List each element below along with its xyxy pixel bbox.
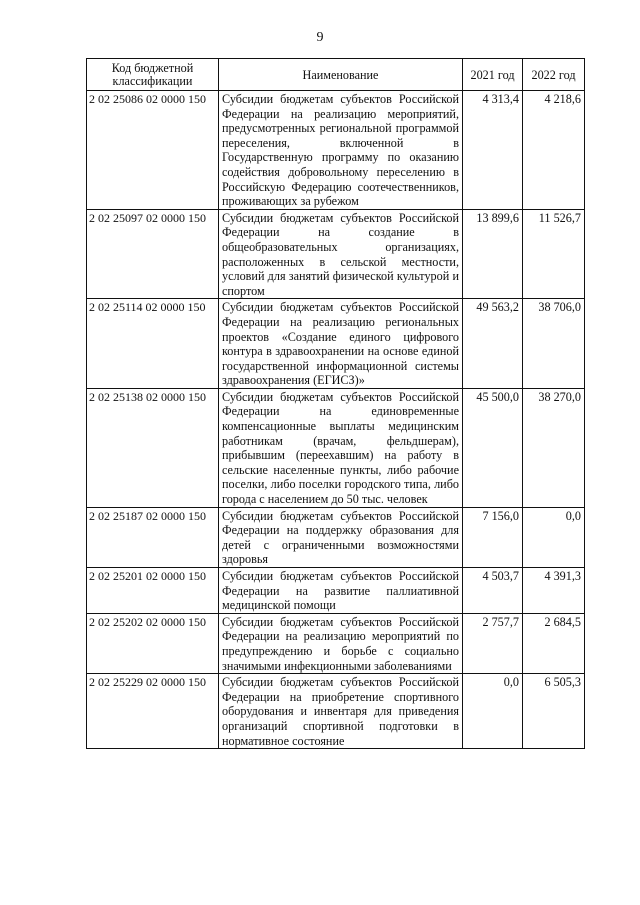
cell-name: Субсидии бюджетам субъектов Российской Федерации на развитие паллиативной медицинской помощи <box>219 568 463 614</box>
budget-table <box>86 58 585 749</box>
cell-2022: 38 270,0 <box>523 388 585 507</box>
table-row <box>87 674 585 749</box>
cell-code: 2 02 25229 02 0000 150 <box>87 674 219 749</box>
table-row <box>87 507 585 567</box>
cell-name: Субсидии бюджетам субъектов Российской Федерации на приобретение спортивного оборудования и инвентаря для приведения организаций спортивной подготовки в нормативное состояние <box>219 674 463 749</box>
cell-2021: 4 503,7 <box>463 568 523 614</box>
cell-2022: 2 684,5 <box>523 613 585 673</box>
header-code: Код бюджетной классификации <box>87 59 219 91</box>
page-number: 9 <box>316 30 324 45</box>
cell-code: 2 02 25138 02 0000 150 <box>87 388 219 507</box>
cell-2021: 49 563,2 <box>463 299 523 389</box>
header-name: Наименование <box>219 59 463 91</box>
table-row <box>87 299 585 389</box>
cell-2022: 0,0 <box>523 507 585 567</box>
cell-name: Субсидии бюджетам субъектов Российской Федерации на поддержку образования для детей с ограниченными возможностями здоровья <box>219 507 463 567</box>
cell-code: 2 02 25114 02 0000 150 <box>87 299 219 389</box>
table-row <box>87 568 585 614</box>
cell-2022: 4 218,6 <box>523 91 585 210</box>
table-row <box>87 388 585 507</box>
cell-2021: 0,0 <box>463 674 523 749</box>
cell-name: Субсидии бюджетам субъектов Российской Федерации на единовременные компенсационные выплаты медицинским работникам (врачам, фельдшерам), прибывшим (переехавшим) на работу в сельские населенные пункты, либо рабочие поселки, либо поселки городского типа, либо города с населением до 50 тыс. человек <box>219 388 463 507</box>
cell-2021: 2 757,7 <box>463 613 523 673</box>
cell-code: 2 02 25201 02 0000 150 <box>87 568 219 614</box>
cell-code: 2 02 25187 02 0000 150 <box>87 507 219 567</box>
cell-2022: 6 505,3 <box>523 674 585 749</box>
cell-name: Субсидии бюджетам субъектов Российской Федерации на реализацию региональных проектов «Создание единого цифрового контура в здравоохранении на основе единой государственной информационной системы здравоохранения (ЕГИСЗ)» <box>219 299 463 389</box>
cell-2022: 4 391,3 <box>523 568 585 614</box>
cell-name: Субсидии бюджетам субъектов Российской Федерации на реализацию мероприятий, предусмотренных региональной программой переселения, включенной в Государственную программу по оказанию содействия добровольному переселению в Российскую Федерацию соотечественников, проживающих за рубежом <box>219 91 463 210</box>
table-row <box>87 209 585 299</box>
cell-code: 2 02 25086 02 0000 150 <box>87 91 219 210</box>
cell-code: 2 02 25097 02 0000 150 <box>87 209 219 299</box>
header-2021: 2021 год <box>463 59 523 91</box>
cell-name: Субсидии бюджетам субъектов Российской Федерации на реализацию мероприятий по предупреждению и борьбе с социально значимыми инфекционными заболеваниями <box>219 613 463 673</box>
cell-code: 2 02 25202 02 0000 150 <box>87 613 219 673</box>
cell-name: Субсидии бюджетам субъектов Российской Федерации на создание в общеобразовательных организациях, расположенных в сельской местности, условий для занятий физической культурой и спортом <box>219 209 463 299</box>
table-row <box>87 91 585 210</box>
cell-2021: 4 313,4 <box>463 91 523 210</box>
table-header-row <box>87 59 585 91</box>
header-2022: 2022 год <box>523 59 585 91</box>
cell-2021: 45 500,0 <box>463 388 523 507</box>
cell-2021: 13 899,6 <box>463 209 523 299</box>
cell-2022: 11 526,7 <box>523 209 585 299</box>
cell-2021: 7 156,0 <box>463 507 523 567</box>
cell-2022: 38 706,0 <box>523 299 585 389</box>
table-row <box>87 613 585 673</box>
